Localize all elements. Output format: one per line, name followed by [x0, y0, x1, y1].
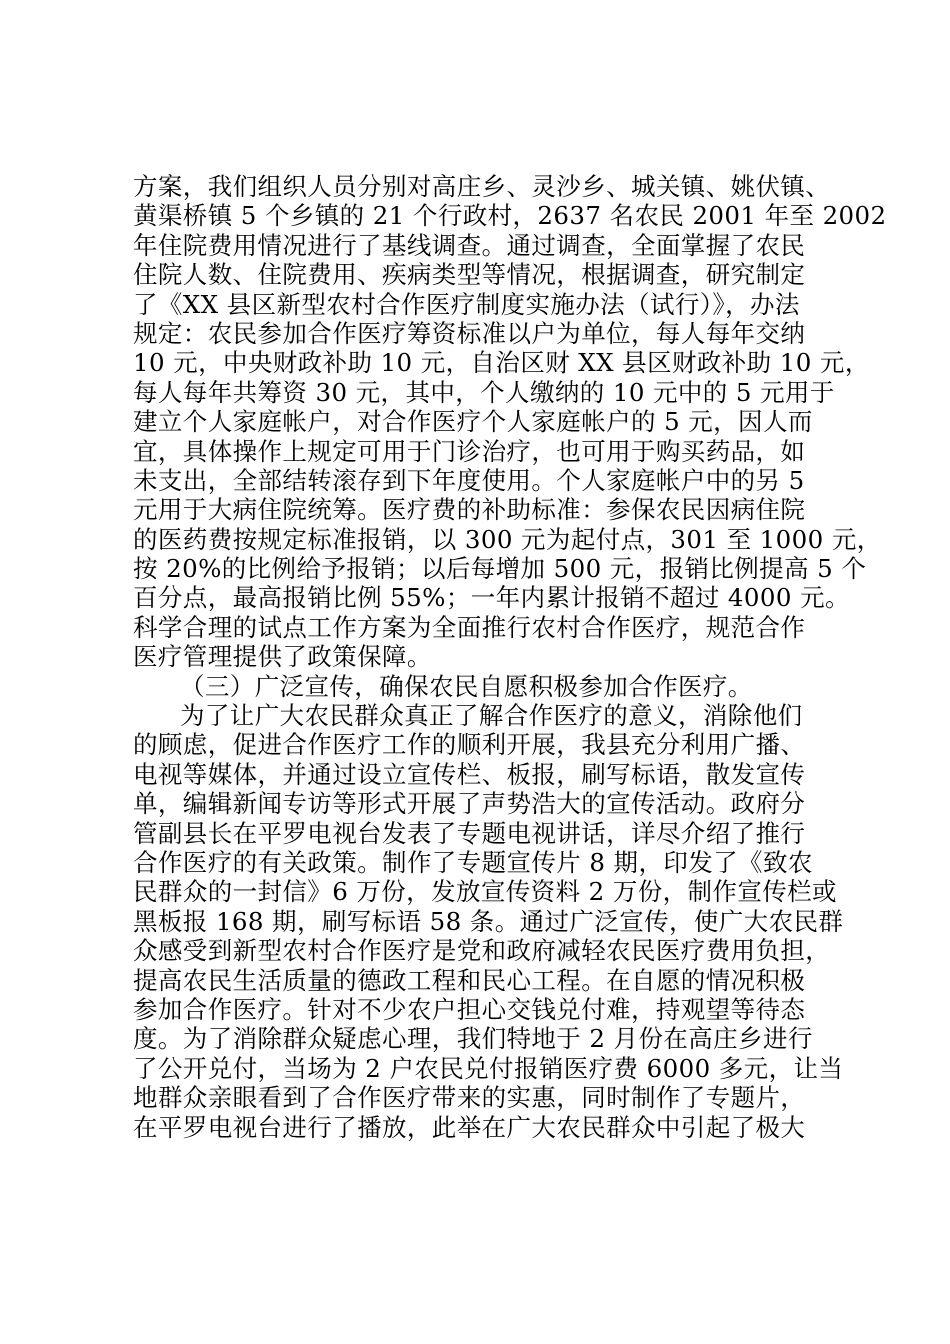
text-line: 民群众的一封信》6 万份，发放宣传资料 2 万份，制作宣传栏或 [133, 877, 837, 907]
text-line: 地群众亲眼看到了合作医疗带来的实惠，同时制作了专题片， [133, 1083, 806, 1113]
text-line: 为了让广大农民群众真正了解合作医疗的意义，消除他们 [180, 701, 803, 731]
text-line: 提高农民生活质量的德政工程和民心工程。在自愿的情况积极 [133, 965, 806, 995]
text-line: 了公开兑付，当场为 2 户农民兑付报销医疗费 6000 多元，让当 [133, 1053, 844, 1083]
text-line: 了《XX 县区新型农村合作医疗制度实施办法（试行）》，办法 [133, 289, 800, 319]
text-line: 住院人数、住院费用、疾病类型等情况，根据调查，研究制定 [133, 260, 806, 290]
text-line: 百分点，最高报销比例 55%；一年内累计报销不超过 4000 元。 [133, 583, 850, 613]
text-line: 众感受到新型农村合作医疗是党和政府减轻农民医疗费用负担， [133, 936, 831, 966]
document-body [133, 172, 887, 1142]
text-line: 在平罗电视台进行了播放，此举在广大农民群众中引起了极大 [133, 1112, 806, 1142]
text-line: 合作医疗的有关政策。制作了专题宣传片 8 期，印发了《致农 [133, 847, 813, 877]
text-line: 参加合作医疗。针对不少农户担心交钱兑付难，持观望等待态 [133, 994, 806, 1024]
text-line: 度。为了消除群众疑虑心理，我们特地于 2 月份在高庄乡进行 [133, 1024, 813, 1054]
text-line: 的医药费按规定标准报销，以 300 元为起付点，301 至 1000 元， [133, 524, 882, 554]
text-line: 单，编辑新闻专访等形式开展了声势浩大的宣传活动。政府分 [133, 789, 806, 819]
text-line: 未支出，全部结转滚存到下年度使用。个人家庭帐户中的另 5 [133, 465, 805, 495]
text-line: 的顾虑，促进合作医疗工作的顺利开展，我县充分利用广播、 [133, 730, 806, 760]
text-line: 元用于大病住院统筹。医疗费的补助标准：参保农民因病住院 [133, 495, 806, 525]
text-line: 科学合理的试点工作方案为全面推行农村合作医疗，规范合作 [133, 612, 806, 642]
text-line: 电视等媒体，并通过设立宣传栏、板报，刷写标语，散发宣传 [133, 759, 806, 789]
text-line: 建立个人家庭帐户，对合作医疗个人家庭帐户的 5 元，因人而 [133, 407, 813, 437]
text-line: 方案，我们组织人员分别对高庄乡、灵沙乡、城关镇、姚伏镇、 [133, 172, 831, 201]
text-line: 年住院费用情况进行了基线调查。通过调查，全面掌握了农民 [133, 230, 806, 260]
text-line: 每人每年共筹资 30 元，其中，个人缴纳的 10 元中的 5 元用于 [133, 377, 835, 407]
section-heading: （三）广泛宣传，确保农民自愿积极参加合作医疗。 [180, 671, 753, 701]
text-line: 10 元，中央财政补助 10 元，自治区财 XX 县区财政补助 10 元， [133, 348, 870, 378]
text-line: 管副县长在平罗电视台发表了专题电视讲话，详尽介绍了推行 [133, 818, 806, 848]
text-line: 宜，具体操作上规定可用于门诊治疗，也可用于购买药品，如 [133, 436, 806, 466]
text-line: 黄渠桥镇 5 个乡镇的 21 个行政村，2637 名农民 2001 年至 2002 [133, 201, 887, 231]
text-line: 医疗管理提供了政策保障。 [133, 642, 432, 672]
text-line: 黑板报 168 期，刷写标语 58 条。通过广泛宣传，使广大农民群 [133, 906, 844, 936]
text-line: 按 20%的比例给予报销；以后每增加 500 元，报销比例提高 5 个 [133, 554, 867, 584]
text-line: 规定：农民参加合作医疗筹资标准以户为单位，每人每年交纳 [133, 318, 806, 348]
